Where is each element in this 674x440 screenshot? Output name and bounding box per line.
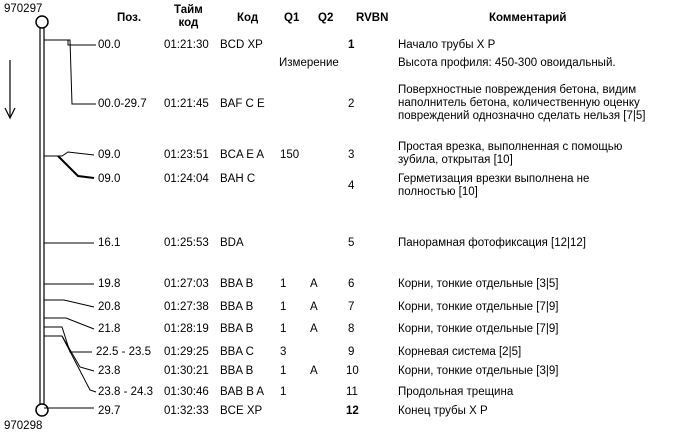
comment-cell: Высота профиля: 450-300 овоидальный.: [398, 57, 616, 69]
q1-cell: 3: [280, 346, 287, 358]
q1-cell: 1: [280, 278, 287, 290]
q2-cell: A: [310, 278, 318, 290]
q1-cell: 1: [280, 301, 287, 313]
pos-cell: 09.0: [98, 149, 121, 161]
pos-cell: 20.8: [98, 301, 121, 313]
time-cell: 01:24:04: [164, 173, 209, 185]
header-code: Код: [237, 12, 259, 24]
comment-cell: Простая врезка, выполненная с помощью зубила, открытая [10]: [398, 141, 623, 166]
q1-cell: 1: [280, 386, 287, 398]
header-pos: Поз.: [117, 12, 142, 24]
flow-direction-arrow-icon: [5, 60, 15, 118]
q1-cell: 1: [280, 365, 287, 377]
rvbn-cell: 8: [348, 323, 355, 335]
leader-row-3: [44, 152, 94, 156]
leader-row-4: [58, 156, 94, 178]
code-cell: BBA B: [220, 278, 254, 290]
pos-cell: 21.8: [98, 323, 121, 335]
manhole-top-label: 970297: [4, 3, 43, 15]
manhole-top-circle: [36, 16, 48, 28]
header-time: Тайм код: [174, 4, 203, 29]
q1-cell: 1: [280, 323, 287, 335]
rvbn-cell: 5: [348, 237, 355, 249]
time-cell: 01:30:46: [164, 386, 209, 398]
rvbn-cell: 12: [346, 405, 359, 417]
comment-cell: Корни, тонкие отдельные [7|9]: [398, 301, 559, 313]
header-comment: Комментарий: [489, 12, 567, 24]
time-cell: 01:30:21: [164, 365, 209, 377]
time-cell: 01:29:25: [164, 346, 209, 358]
header-rvbn: RVBN: [356, 12, 389, 24]
code-cell: BDA: [220, 237, 244, 249]
time-cell: 01:27:03: [164, 278, 209, 290]
time-cell: 01:21:30: [164, 39, 209, 51]
code-cell: BAF C E: [220, 98, 265, 110]
code-cell: BCA E A: [220, 149, 265, 161]
q1-cell: 150: [280, 149, 300, 161]
code-cell: BAH C: [220, 173, 256, 185]
code-cell: BCE XP: [220, 405, 263, 417]
pos-cell: 23.8: [98, 365, 121, 377]
time-cell: 01:28:19: [164, 323, 209, 335]
header-q2: Q2: [318, 12, 334, 24]
leader-row-11: [44, 336, 96, 392]
comment-cell: Панорамная фотофиксация [12|12]: [398, 237, 586, 249]
comment-cell: Конец трубы X P: [398, 405, 488, 417]
pos-cell: 29.7: [98, 405, 121, 417]
code-cell: BCD XP: [220, 39, 263, 51]
rvbn-cell: 9: [348, 346, 355, 358]
leader-row-10: [44, 336, 94, 371]
q2-cell: A: [310, 301, 318, 313]
manhole-bottom-label: 970298: [4, 420, 43, 432]
code-cell: BBA B: [220, 301, 254, 313]
comment-cell: Корни, тонкие отдельные [3|9]: [398, 365, 559, 377]
pos-cell: 00.0-29.7: [98, 98, 147, 110]
time-cell: 01:21:45: [164, 98, 209, 110]
rvbn-cell: 4: [348, 180, 355, 192]
leader-row-7: [44, 300, 94, 307]
rvbn-cell: 1: [348, 39, 355, 51]
code-cell: BBA C: [220, 346, 254, 358]
rvbn-cell: 2: [348, 98, 355, 110]
measurement-label: Измерение: [279, 57, 339, 69]
pos-cell: 22.5 - 23.5: [96, 346, 151, 358]
rvbn-cell: 3: [348, 149, 355, 161]
comment-cell: Поверхностные повреждения бетона, видим наполнитель бетона, количественную оценку повреждений однозначно сделать нельзя [7|5]: [398, 84, 646, 122]
time-cell: 01:32:33: [164, 405, 209, 417]
comment-cell: Герметизация врезки выполнена не полностью [10]: [398, 173, 590, 198]
pos-cell: 19.8: [98, 278, 121, 290]
pos-cell: 16.1: [98, 237, 121, 249]
time-cell: 01:25:53: [164, 237, 209, 249]
comment-cell: Продольная трещина: [398, 386, 514, 398]
q2-cell: A: [310, 323, 318, 335]
code-cell: BBA B: [220, 365, 254, 377]
code-cell: BAB B A: [220, 386, 265, 398]
manhole-bottom-circle: [36, 404, 48, 416]
pos-cell: 23.8 - 24.3: [98, 386, 153, 398]
leader-row-2: [44, 40, 96, 104]
time-cell: 01:27:38: [164, 301, 209, 313]
pos-cell: 00.0: [98, 39, 121, 51]
rvbn-cell: 11: [346, 386, 358, 398]
comment-cell: Начало трубы X P: [398, 39, 496, 51]
comment-cell: Корни, тонкие отдельные [3|5]: [398, 278, 559, 290]
rvbn-cell: 10: [346, 365, 359, 377]
q2-cell: A: [310, 365, 318, 377]
header-q1: Q1: [284, 12, 300, 24]
comment-cell: Корни, тонкие отдельные [7|9]: [398, 323, 559, 335]
rvbn-cell: 6: [348, 278, 355, 290]
code-cell: BBA B: [220, 323, 254, 335]
rvbn-cell: 7: [348, 301, 355, 313]
pos-cell: 09.0: [98, 173, 121, 185]
time-cell: 01:23:51: [164, 149, 209, 161]
comment-cell: Корневая система [2|5]: [398, 346, 522, 358]
